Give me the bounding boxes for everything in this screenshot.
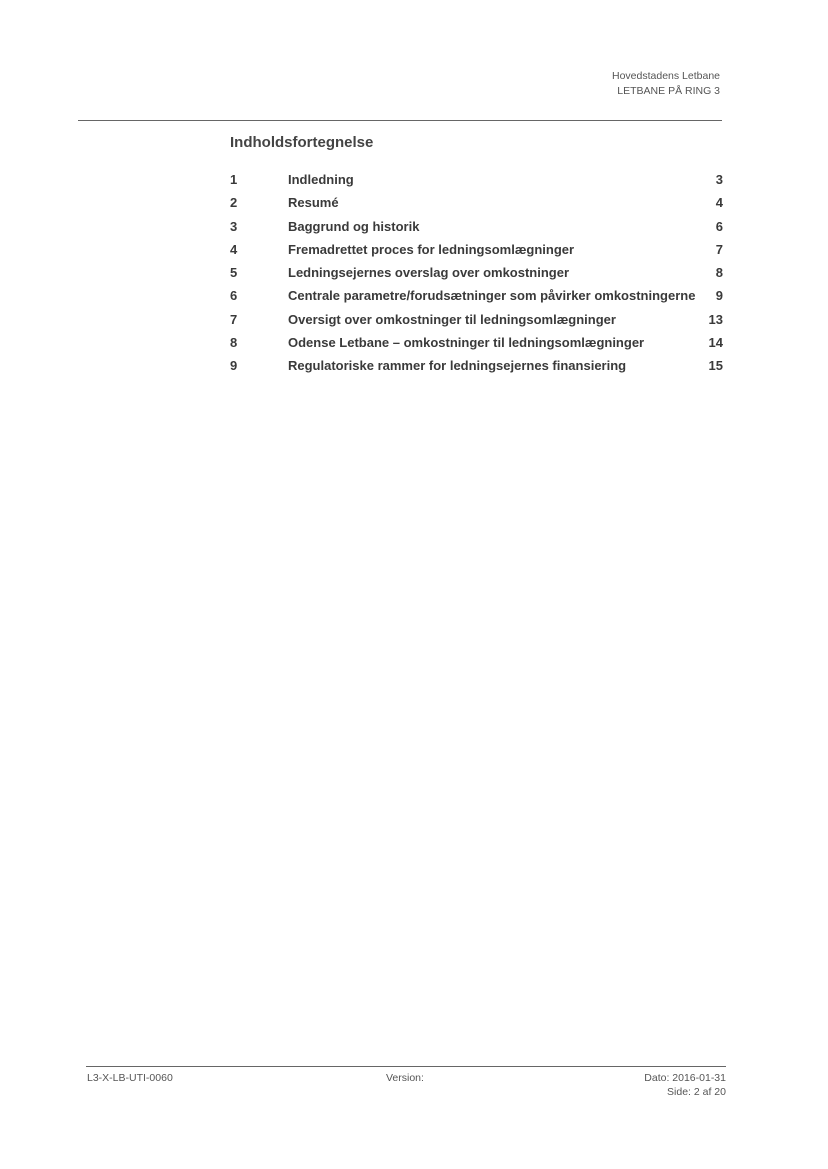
toc-entry-page: 8	[715, 265, 723, 281]
toc-entry-number: 7	[230, 311, 238, 327]
page-header	[612, 69, 720, 99]
toc-entry-page: 3	[715, 172, 723, 187]
header-project: LETBANE PÅ RING 3	[617, 85, 720, 97]
toc-entry-page: 9	[715, 288, 723, 304]
toc-entry-page: 13	[708, 311, 723, 327]
toc-entry[interactable]	[230, 356, 723, 379]
toc-entry[interactable]	[230, 217, 723, 240]
toc-entry-title[interactable]: Indledning	[288, 172, 354, 187]
toc-entry[interactable]	[230, 263, 723, 286]
toc-entry-number: 6	[230, 288, 238, 304]
toc-entry[interactable]	[230, 240, 723, 263]
toc-entry-title[interactable]: Baggrund og historik	[288, 218, 420, 234]
toc-entry-page: 7	[715, 241, 723, 257]
toc-entry-title[interactable]: Centrale parametre/forudsætninger som påvirker omkostningerne	[288, 288, 696, 304]
toc-entry-number: 3	[230, 218, 238, 234]
toc-list	[230, 170, 723, 380]
header-org: Hovedstadens Letbane	[612, 70, 720, 82]
toc-entry-page: 14	[708, 335, 723, 351]
toc-entry-page: 6	[715, 218, 723, 234]
footer-meta	[644, 1071, 726, 1099]
toc-entry-number: 4	[230, 241, 238, 257]
toc-entry-number: 1	[230, 172, 238, 187]
toc-entry[interactable]	[230, 333, 723, 356]
toc-entry-page: 15	[708, 358, 723, 374]
toc-entry-title[interactable]: Odense Letbane – omkostninger til ledningsomlægninger	[288, 335, 645, 351]
toc-entry[interactable]	[230, 170, 723, 193]
footer-divider	[86, 1066, 726, 1067]
toc-entry-title[interactable]: Ledningsejernes overslag over omkostninger	[288, 265, 570, 281]
toc-entry-number: 5	[230, 265, 238, 281]
toc-entry-number: 2	[230, 195, 238, 211]
footer-page-number: Side: 2 af 20	[667, 1086, 726, 1098]
toc-entry[interactable]	[230, 193, 723, 216]
toc-entry[interactable]	[230, 286, 723, 309]
toc-entry[interactable]	[230, 310, 723, 333]
footer-doc-id: L3-X-LB-UTI-0060	[87, 1072, 173, 1084]
toc-title: Indholdsfortegnelse	[230, 134, 374, 151]
toc-entry-title[interactable]: Resumé	[288, 195, 339, 211]
toc-entry-title[interactable]: Regulatoriske rammer for ledningsejernes finansiering	[288, 358, 627, 374]
toc-entry-title[interactable]: Oversigt over omkostninger til ledningsomlægninger	[288, 311, 616, 327]
header-divider	[78, 120, 722, 121]
toc-entry-page: 4	[715, 195, 723, 211]
toc-entry-number: 8	[230, 335, 238, 351]
toc-entry-number: 9	[230, 358, 238, 374]
footer-version: Version:	[386, 1072, 424, 1084]
footer-date: Dato: 2016-01-31	[644, 1072, 726, 1084]
toc-entry-title[interactable]: Fremadrettet proces for ledningsomlægninger	[288, 241, 575, 257]
